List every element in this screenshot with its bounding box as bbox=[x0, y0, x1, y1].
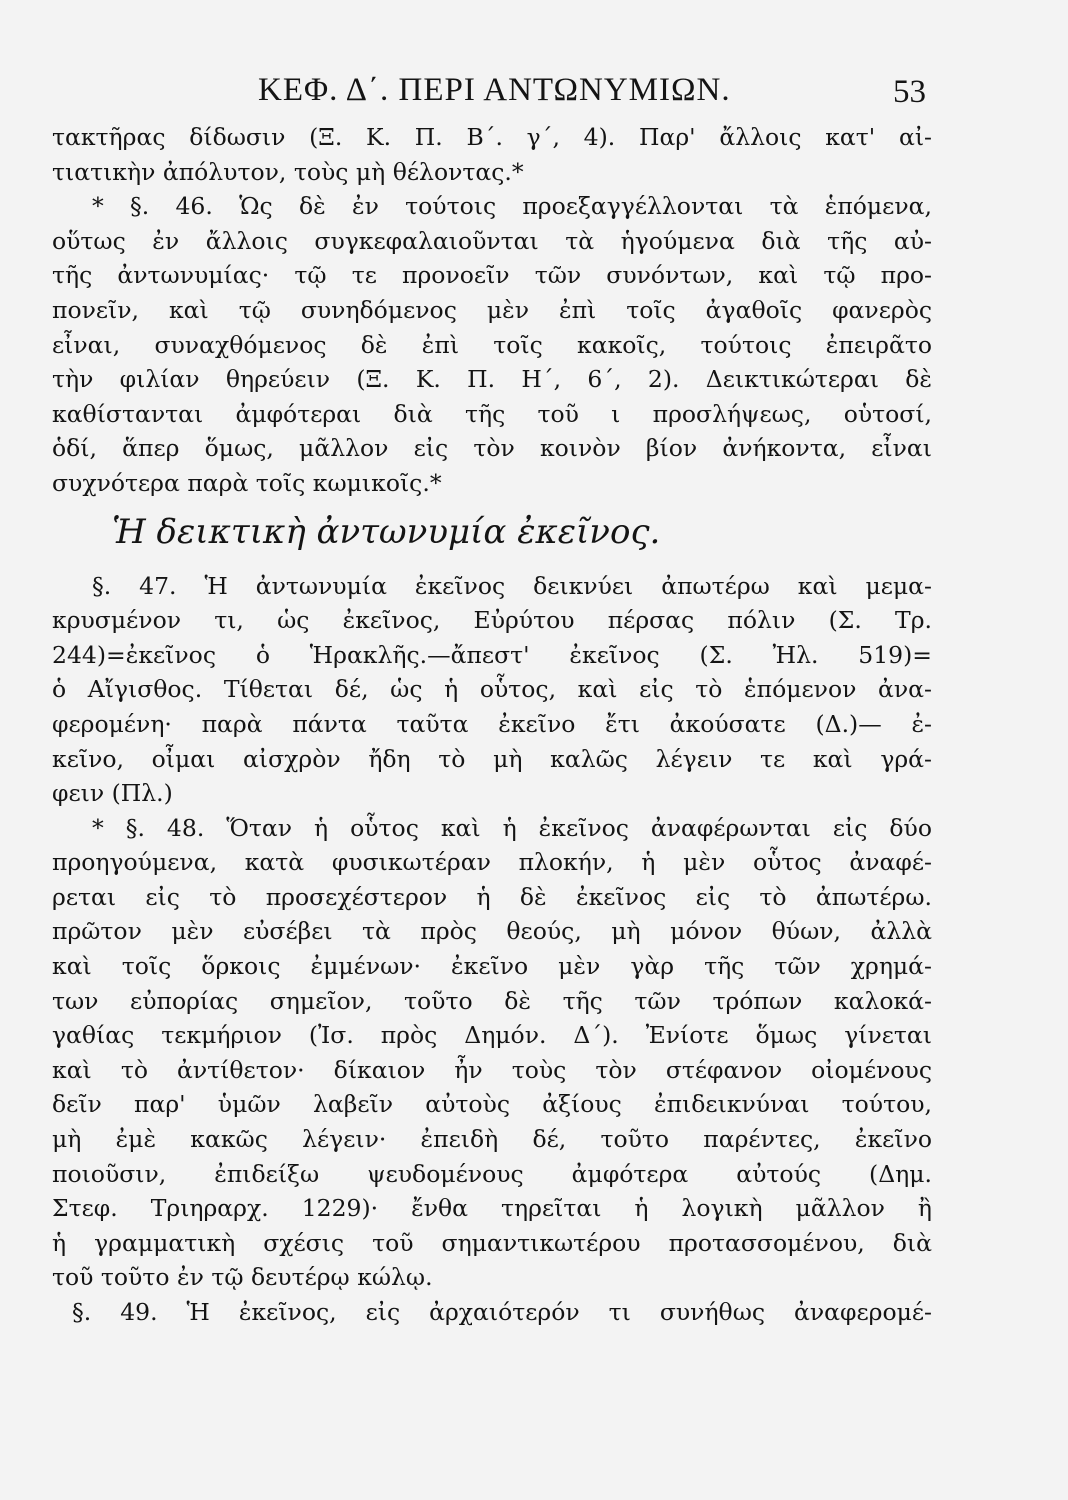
page-number: 53 bbox=[893, 74, 926, 110]
section-heading: Ἡ δεικτικὴ ἀντωνυμία ἐκεῖνος. bbox=[112, 511, 661, 552]
text-line: των εὐπορίας σημεῖον, τοῦτο δὲ τῆς τῶν τρόπων καλοκά- bbox=[52, 986, 932, 1015]
text-line: γαθίας τεκμήριον (Ἰσ. πρὸς Δημόν. Δ΄). Ἐνίοτε ὅμως γίνεται bbox=[52, 1021, 932, 1050]
text-line: καὶ τὸ ἀντίθετον· δίκαιον ἦν τοὺς τὸν στέφανον οἰομένους bbox=[52, 1055, 932, 1084]
text-line: ποιοῦσιν, ἐπιδείξω ψευδομένους ἀμφότερα αὐτούς (Δημ. bbox=[52, 1159, 932, 1188]
text-line: φειν (Πλ.) bbox=[52, 779, 173, 808]
text-line: μὴ ἐμὲ κακῶς λέγειν· ἐπειδὴ δέ, τοῦτο παρέντες, ἐκεῖνο bbox=[52, 1125, 932, 1154]
text-line: εἶναι, συναχθόμενος δὲ ἐπὶ τοῖς κακοῖς, τούτοις ἐπειρᾶτο bbox=[52, 330, 932, 359]
text-line: ὁδί, ἅπερ ὅμως, μᾶλλον εἰς τὸν κοινὸν βίον ἀνήκοντα, εἶναι bbox=[52, 434, 932, 463]
section-47-start: §. 47. Ἡ ἀντωνυμία ἐκεῖνος δεικνύει ἀπωτέρω καὶ μεμα- bbox=[92, 571, 932, 600]
text-line: οὕτως ἐν ἄλλοις συγκεφαλαιοῦνται τὰ ἡγούμενα διὰ τῆς αὐ- bbox=[52, 226, 932, 255]
page-body bbox=[52, 120, 932, 1330]
text-line: καὶ τοῖς ὅρκοις ἐμμένων· ἐκεῖνο μὲν γὰρ τῆς τῶν χρημά- bbox=[52, 952, 932, 981]
text-line: φερομένη· παρὰ πάντα ταῦτα ἐκεῖνο ἔτι ἀκούσατε (Δ.)— ἐ- bbox=[52, 709, 932, 738]
text-line: τὴν φιλίαν θηρεύειν (Ξ. Κ. Π. Η΄, 6΄, 2). Δεικτικώτεραι δὲ bbox=[52, 365, 932, 394]
text-line: ρεται εἰς τὸ προσεχέστερον ἡ δὲ ἐκεῖνος εἰς τὸ ἀπωτέρω. bbox=[52, 882, 932, 911]
text-line: δεῖν παρ' ὑμῶν λαβεῖν αὐτοὺς ἀξίους ἐπιδεικνύναι τούτου, bbox=[52, 1090, 932, 1119]
text-line: τιατικὴν ἀπόλυτον, τοὺς μὴ θέλοντας.* bbox=[52, 157, 524, 186]
page-header bbox=[0, 72, 1068, 112]
text-line: Στεφ. Τριηραρχ. 1229)· ἔνθα τηρεῖται ἡ λογικὴ μᾶλλον ἢ bbox=[52, 1194, 932, 1223]
text-line: κρυσμένον τι, ὡς ἐκεῖνος, Εὐρύτου πέρσας πόλιν (Σ. Τρ. bbox=[52, 606, 932, 635]
section-49-start: §. 49. Ἡ ἐκεῖνος, εἰς ἀρχαιότερόν τι συνήθως ἀναφερομέ- bbox=[72, 1298, 932, 1326]
text-line: ἡ γραμματικὴ σχέσις τοῦ σημαντικωτέρου προτασσομένου, διὰ bbox=[52, 1228, 932, 1257]
running-title: ΚΕΦ. Δ΄. ΠΕΡΙ ΑΝΤΩΝΥΜΙΩΝ. bbox=[258, 72, 731, 108]
text-line: τακτῆρας δίδωσιν (Ξ. Κ. Π. Β΄. γ΄, 4). Παρ' ἄλλοις κατ' αἰ- bbox=[52, 123, 932, 151]
text-line: πονεῖν, καὶ τῷ συνηδόμενος μὲν ἐπὶ τοῖς ἀγαθοῖς φανερὸς bbox=[52, 295, 932, 324]
text-line: 244)=ἐκεῖνος ὁ Ἡρακλῆς.—ἄπεστ' ἐκεῖνος (Σ. Ἠλ. 519)= bbox=[52, 640, 932, 669]
text-line: ὁ Αἴγισθος. Τίθεται δέ, ὡς ἡ οὗτος, καὶ εἰς τὸ ἑπόμενον ἀνα- bbox=[52, 675, 932, 704]
section-46-start: * §. 46. Ὡς δὲ ἐν τούτοις προεξαγγέλλονται τὰ ἑπόμενα, bbox=[92, 192, 932, 221]
section-48-start: * §. 48. Ὅταν ἡ οὗτος καὶ ἡ ἐκεῖνος ἀναφέρωνται εἰς δύο bbox=[92, 813, 932, 842]
text-line: κεῖνο, οἶμαι αἰσχρὸν ἤδη τὸ μὴ καλῶς λέγειν τε καὶ γρά- bbox=[52, 744, 932, 773]
text-line: προηγούμενα, κατὰ φυσικωτέραν πλοκήν, ἡ μὲν οὗτος ἀναφέ- bbox=[52, 848, 932, 877]
text-line: τῆς ἀντωνυμίας· τῷ τε προνοεῖν τῶν συνόντων, καὶ τῷ προ- bbox=[52, 261, 932, 290]
text-line: τοῦ τοῦτο ἐν τῷ δευτέρῳ κώλῳ. bbox=[52, 1263, 433, 1292]
text-line: συχνότερα παρὰ τοῖς κωμικοῖς.* bbox=[52, 468, 442, 497]
text-line: πρῶτον μὲν εὐσέβει τὰ πρὸς θεούς, μὴ μόνον θύων, ἀλλὰ bbox=[52, 917, 932, 946]
text-line: καθίστανται ἀμφότεραι διὰ τῆς τοῦ ι προσλήψεως, οὑτοσί, bbox=[52, 399, 932, 428]
